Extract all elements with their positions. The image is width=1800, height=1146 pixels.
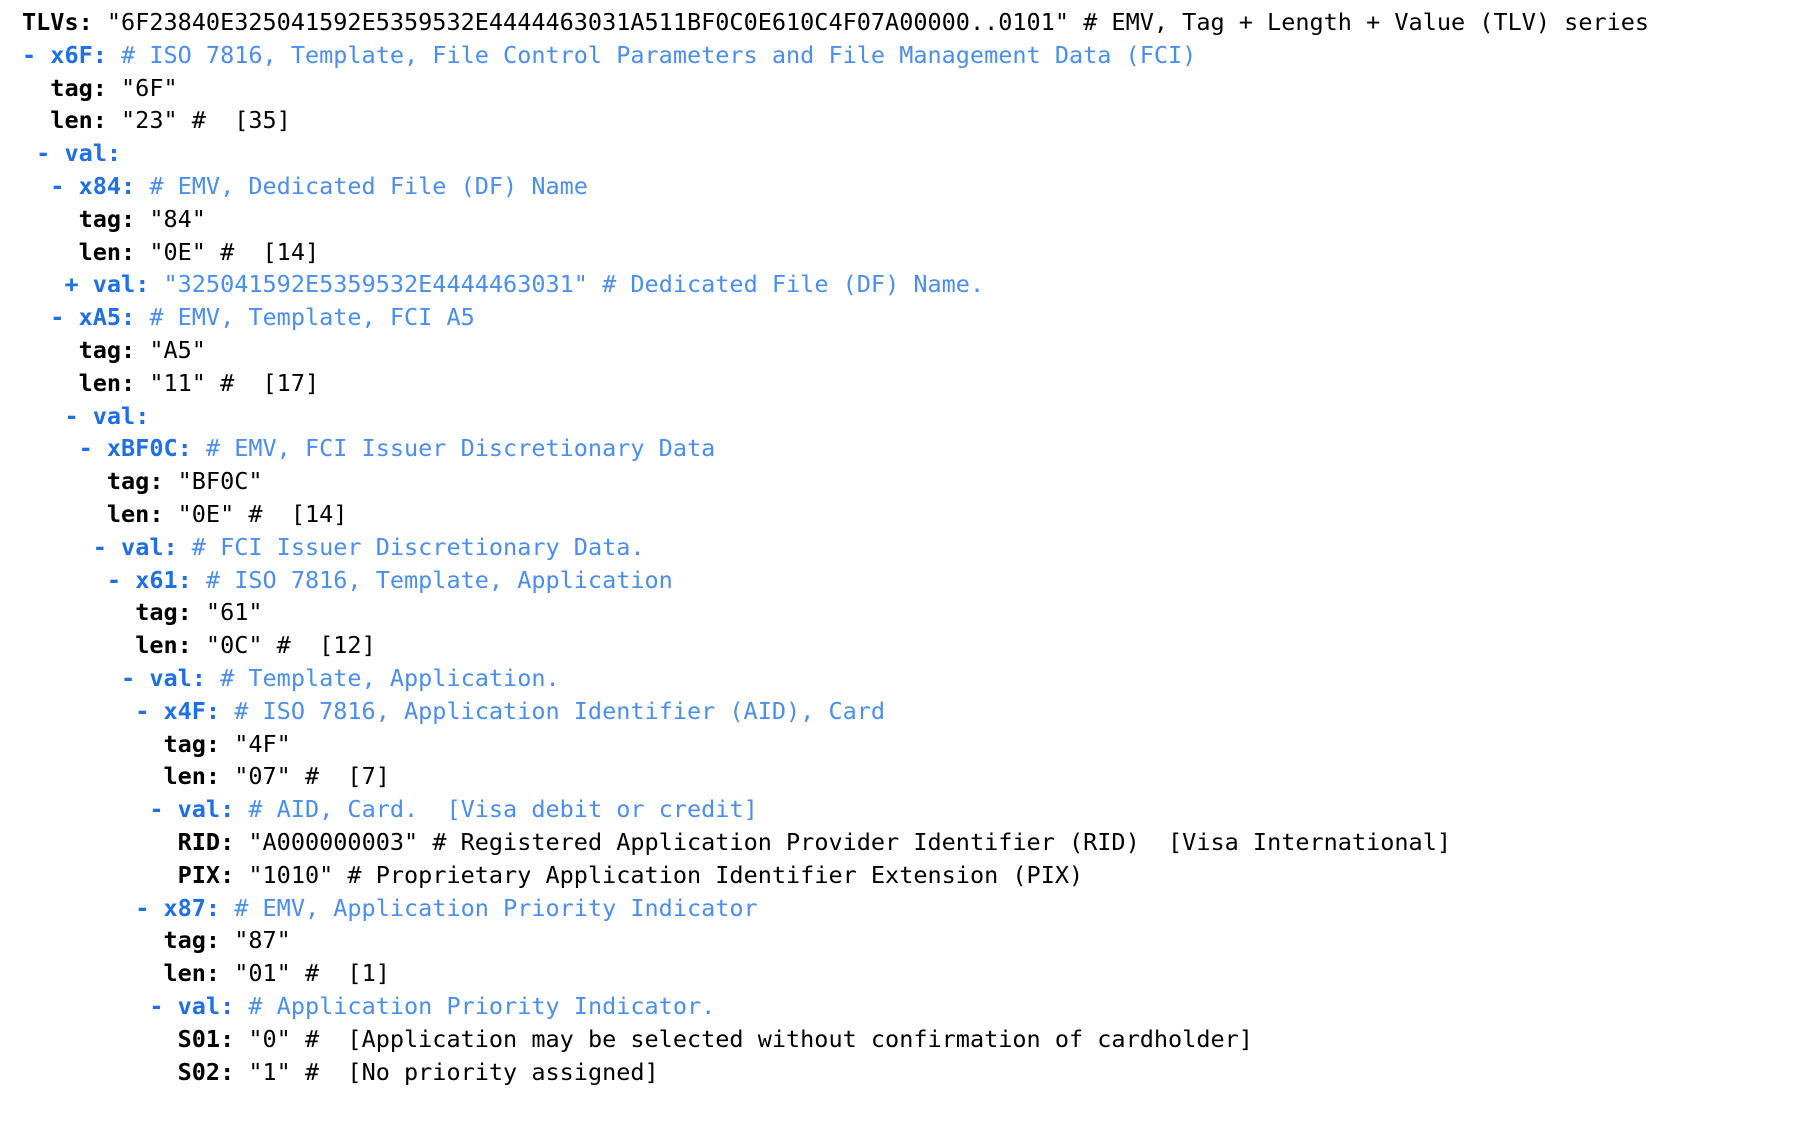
tlv-value: "84" [135,204,206,233]
tlv-key: S02: [177,1057,235,1086]
tlv-value: "A5" [135,335,206,364]
tlv-key: val: [92,270,150,299]
tlv-line [22,39,1800,72]
tlv-value: "01" [220,959,291,988]
tlv-key: tag: [163,926,221,955]
tlv-comment: # EMV, Template, FCI A5 [135,303,475,332]
indent-spacer [22,74,50,102]
tlv-key: tag: [163,729,221,758]
indent-spacer [22,1025,178,1053]
tlv-comment: # Application Priority Indicator. [234,991,716,1020]
tlv-comment: # ISO 7816, Template, Application [191,565,673,594]
tlv-key: len: [163,762,221,791]
tlv-key: val: [177,991,235,1020]
tlv-line [22,236,1800,269]
indent-spacer [22,336,79,364]
tlv-comment: # [1] [290,959,390,988]
tlv-value: "6F" [106,73,178,102]
tlv-line [22,826,1800,859]
tlv-line [22,334,1800,367]
tlv-key: tag: [135,598,192,627]
tlv-comment: # Registered Application Provider Identifier (RID) [Visa International] [418,827,1451,856]
tlv-key: TLVs: [22,8,93,36]
collapse-marker[interactable]: - [135,893,164,922]
tlv-line [22,695,1800,728]
tlv-line [22,793,1800,826]
indent-spacer [22,861,178,889]
tlv-comment: # [14] [234,499,348,528]
tlv-value: "23" [106,106,178,135]
tlv-key: val: [92,401,150,430]
tlv-comment: # EMV, Tag + Length + Value (TLV) series [1068,8,1650,36]
indent-spacer [22,926,163,954]
indent-spacer [22,402,64,430]
indent-spacer [22,598,135,626]
tlv-comment: # Proprietary Application Identifier Extension (PIX) [333,860,1084,889]
indent-spacer [22,828,178,856]
tlv-key: x61: [135,565,192,594]
collapse-marker[interactable]: - [121,663,150,692]
collapse-marker[interactable]: - [36,139,65,168]
tlv-value: "0" [234,1024,291,1053]
indent-spacer [22,1058,178,1086]
tlv-comment: # [35] [177,106,291,135]
tlv-key: val: [149,663,206,692]
tlv-line [22,432,1800,465]
tlv-value: "0C" [191,631,263,660]
indent-spacer [22,894,135,922]
tlv-line [22,137,1800,170]
collapse-marker[interactable]: - [149,991,178,1020]
tlv-line [22,465,1800,498]
tlv-key: tag: [78,204,136,233]
tlv-line [22,301,1800,334]
collapse-marker[interactable]: - [106,565,136,594]
tlv-key: len: [78,368,136,397]
collapse-marker[interactable]: - [50,171,79,200]
indent-spacer [22,106,50,134]
tlv-key: val: [121,532,178,561]
tlv-key: val: [64,139,122,168]
tlv-value: "07" [220,762,291,791]
tlv-comment: # [No priority assigned] [290,1057,659,1086]
indent-spacer [22,369,79,397]
tlv-key: len: [78,237,136,266]
tlv-line [22,1056,1800,1089]
tlv-comment: # AID, Card. [Visa debit or credit] [234,795,758,824]
tlv-line [22,6,1800,39]
tlv-key: val: [177,795,235,824]
tlv-line [22,957,1800,990]
tlv-comment: # EMV, Dedicated File (DF) Name [135,171,588,200]
tlv-value: "61" [191,598,263,627]
tlv-line [22,924,1800,957]
tlv-comment: # FCI Issuer Discretionary Data. [177,532,645,561]
tlv-comment: # ISO 7816, Application Identifier (AID), Card [220,696,886,725]
tlv-value: "4F" [220,729,291,758]
tlv-value: "0E" [135,237,206,266]
tlv-key: len: [106,499,164,528]
tlv-line [22,203,1800,236]
tlv-line [22,170,1800,203]
indent-spacer [22,303,50,331]
tlv-line [22,1023,1800,1056]
tlv-key: tag: [106,467,164,496]
tlv-line [22,859,1800,892]
tlv-comment: # ISO 7816, Template, File Control Parameters and File Management Data (FCI) [106,40,1197,69]
tlv-line [22,104,1800,137]
tlv-line [22,892,1800,925]
indent-spacer [22,697,135,725]
collapse-marker[interactable]: - [149,795,178,824]
tlv-key: len: [135,631,192,660]
indent-spacer [22,762,163,790]
tlv-key: len: [163,959,221,988]
collapse-marker[interactable]: - [22,40,51,69]
tlv-value: "0E" [163,499,235,528]
tlv-key: len: [50,106,107,135]
tlv-line [22,564,1800,597]
tlv-key: xA5: [78,303,136,332]
tlv-comment: # [12] [262,631,376,660]
tlv-value: "11" [135,368,206,397]
indent-spacer [22,664,121,692]
tlv-value: "6F23840E325041592E5359532E4444463031A511BF0C0E610C4F07A00000..0101" [92,8,1069,36]
tlv-value: "1010" [234,860,334,889]
tlv-line [22,400,1800,433]
indent-spacer [22,270,64,298]
indent-spacer [22,238,79,266]
tlv-value: "325041592E5359532E4444463031" [149,270,588,299]
indent-spacer [22,566,107,594]
tlv-key: tag: [50,73,107,102]
tlv-key: x87: [163,893,221,922]
tlv-key: RID: [177,827,235,856]
tlv-line [22,728,1800,761]
tlv-comment: # [14] [205,237,320,266]
tlv-line [22,498,1800,531]
tlv-key: tag: [78,335,136,364]
tlv-line [22,531,1800,564]
tlv-comment: # [17] [205,368,320,397]
collapse-marker[interactable]: - [92,532,122,561]
tlv-key: PIX: [177,860,235,889]
tlv-line [22,596,1800,629]
indent-spacer [22,434,79,462]
indent-spacer [22,139,36,167]
tlv-key: S01: [177,1024,235,1053]
indent-spacer [22,467,107,495]
tlv-line [22,367,1800,400]
indent-spacer [22,730,163,758]
collapse-marker[interactable]: - [64,401,93,430]
tlv-value: "87" [220,926,291,955]
tlv-comment: # [Application may be selected without confirmation of cardholder] [290,1024,1253,1053]
tlv-value: "BF0C" [163,467,263,496]
indent-spacer [22,205,79,233]
tlv-comment: # Dedicated File (DF) Name. [587,270,985,299]
indent-spacer [22,992,149,1020]
tlv-line [22,760,1800,793]
expand-marker[interactable]: + [64,270,93,299]
indent-spacer [22,500,107,528]
tlv-value: "1" [234,1057,291,1086]
tlv-comment: # Template, Application. [205,663,560,692]
tlv-comment: # EMV, FCI Issuer Discretionary Data [191,434,716,463]
indent-spacer [22,631,135,659]
collapse-marker[interactable]: - [78,434,107,463]
tlv-line [22,629,1800,662]
tlv-key: x6F: [50,40,107,69]
collapse-marker[interactable]: - [50,303,79,332]
tlv-line [22,662,1800,695]
tlv-comment: # [7] [290,762,390,791]
tlv-value: "A000000003" [234,827,419,856]
indent-spacer [22,533,93,561]
tlv-key: x4F: [163,696,221,725]
collapse-marker[interactable]: - [135,696,164,725]
tlv-comment: # EMV, Application Priority Indicator [220,893,758,922]
tlv-key: x84: [78,171,136,200]
tlv-line [22,990,1800,1023]
tlv-line [22,72,1800,105]
tlv-line [22,268,1800,301]
indent-spacer [22,795,149,823]
indent-spacer [22,959,163,987]
tlv-key: xBF0C: [106,434,192,463]
indent-spacer [22,172,50,200]
